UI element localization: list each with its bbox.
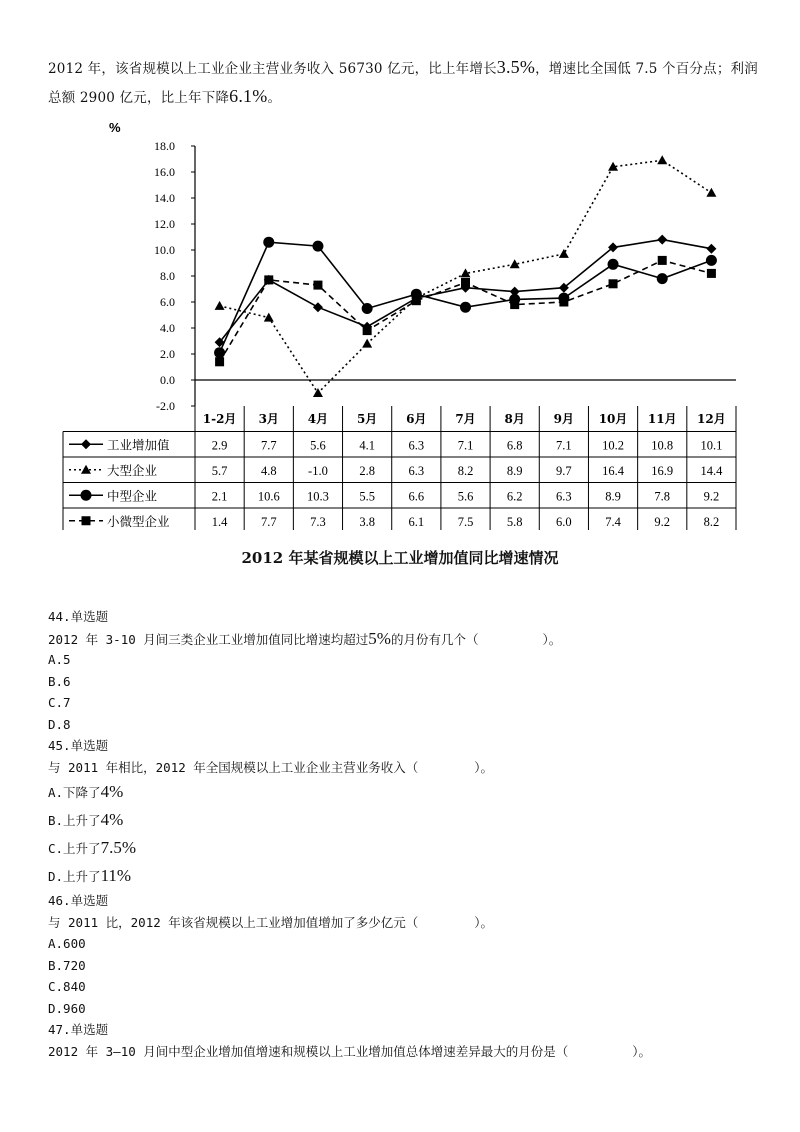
data-point-small-micro-enterprise [707, 269, 716, 278]
data-point-small-micro-enterprise [461, 278, 470, 287]
intro-text-2: ，增速比全国低 7.5 个百分点；利润 [535, 61, 758, 77]
table-cell-small-micro-enterprise: 7.5 [457, 514, 474, 529]
x-category-label: 6月 [406, 412, 427, 426]
q44-option-a[interactable]: A.5 [48, 652, 71, 667]
q45-option-a[interactable] [48, 778, 760, 806]
table-cell-industry-total: 10.8 [651, 438, 674, 453]
q45-stem-end: ）。 [474, 759, 494, 775]
q44-stem-text: 2012 年 3-10 月间三类企业工业增加值同比增速均超过 [48, 631, 369, 647]
q44-stem-text-b: 的月份有几个（ [390, 631, 479, 647]
q47-stem-text: 2012 年 3—10 月间中型企业增加值增速和规模以上工业增加值总体增速差异最大的月份是（ [48, 1043, 569, 1059]
q46-option-c[interactable]: C.840 [48, 979, 86, 994]
x-category-label: 11月 [647, 412, 677, 426]
table-cell-medium-enterprise: 5.5 [359, 489, 375, 504]
data-point-large-enterprise [559, 249, 569, 258]
y-tick-label: 12.0 [154, 217, 175, 231]
table-cell-medium-enterprise: 10.3 [307, 489, 329, 504]
table-cell-medium-enterprise: 6.2 [506, 489, 523, 504]
x-category-label: 10月 [598, 412, 628, 426]
q45-stem [48, 757, 760, 779]
table-cell-medium-enterprise: 8.9 [605, 489, 621, 504]
table-cell-large-enterprise: 9.7 [556, 463, 572, 478]
y-axis-label: % [109, 120, 121, 135]
table-cell-small-micro-enterprise: 5.8 [506, 514, 523, 529]
table-cell-small-micro-enterprise: 6.1 [408, 514, 425, 529]
q47-stem [48, 1041, 760, 1063]
data-point-large-enterprise [706, 188, 716, 197]
table-cell-small-micro-enterprise: 6.0 [556, 514, 572, 529]
data-point-small-micro-enterprise [559, 298, 568, 307]
table-cell-medium-enterprise: 6.3 [556, 489, 572, 504]
growth-line-chart [0, 110, 800, 530]
q45-option-d-pct: 11% [100, 866, 132, 885]
table-cell-small-micro-enterprise: 8.2 [703, 514, 720, 529]
intro-text-3: 总额 2900 亿元，比上年下降 [48, 90, 230, 106]
data-point-medium-enterprise [460, 302, 471, 313]
y-tick-label: 4.0 [160, 321, 175, 335]
x-category-label: 1-2月 [202, 412, 237, 426]
y-tick-label: 6.0 [160, 295, 175, 309]
q46-stem-end: ）。 [474, 914, 494, 930]
intro-pct-decline: 6.1% [229, 86, 268, 106]
q45-option-b[interactable] [48, 806, 760, 834]
legend-marker-industry-total [81, 439, 91, 449]
intro-text-1: 2012 年，该省规模以上工业企业主营业务收入 56730 亿元，比上年增长 [48, 61, 497, 77]
table-cell-large-enterprise: 16.4 [602, 463, 624, 478]
data-point-small-micro-enterprise [510, 300, 519, 309]
intro-line-2 [48, 83, 760, 112]
data-point-small-micro-enterprise [264, 275, 273, 284]
data-point-medium-enterprise [657, 273, 668, 284]
legend-label-large-enterprise: 大型企业 [107, 462, 158, 478]
legend-marker-medium-enterprise [81, 490, 92, 501]
data-point-medium-enterprise [706, 255, 717, 266]
table-cell-industry-total: 7.1 [556, 438, 572, 453]
data-point-small-micro-enterprise [658, 256, 667, 265]
legend-marker-small-micro-enterprise [82, 516, 91, 525]
data-point-medium-enterprise [608, 259, 619, 270]
q45-option-c[interactable] [48, 834, 760, 862]
data-point-industry-total [313, 302, 323, 312]
data-point-medium-enterprise [214, 347, 225, 358]
q45-option-a-pct: 4% [100, 782, 124, 801]
q45-option-b-pct: 4% [100, 810, 124, 829]
q44-stem-end: ）。 [542, 631, 562, 647]
table-cell-large-enterprise: 8.2 [457, 463, 474, 478]
intro-text-4: 。 [267, 90, 282, 106]
data-point-large-enterprise [657, 155, 667, 164]
table-cell-large-enterprise: 4.8 [260, 463, 277, 478]
table-cell-small-micro-enterprise: 1.4 [211, 514, 228, 529]
table-cell-industry-total: 7.1 [457, 438, 474, 453]
table-cell-industry-total: 6.3 [408, 438, 425, 453]
table-cell-industry-total: 7.7 [260, 438, 277, 453]
data-point-small-micro-enterprise [215, 357, 224, 366]
table-cell-industry-total: 5.6 [310, 438, 326, 453]
chart-title: 2012 年某省规模以上工业增加值同比增速情况 [241, 549, 559, 567]
q45-number: 45.单选题 [48, 738, 109, 753]
data-point-medium-enterprise [263, 237, 274, 248]
data-point-industry-total [706, 244, 716, 254]
q45-option-c-text: C.上升了 [48, 841, 101, 856]
table-cell-small-micro-enterprise: 7.7 [260, 514, 277, 529]
y-tick-label: 14.0 [154, 191, 175, 205]
table-cell-small-micro-enterprise: 7.4 [605, 514, 621, 529]
table-cell-medium-enterprise: 5.6 [457, 489, 474, 504]
table-cell-medium-enterprise: 6.6 [408, 489, 425, 504]
q45-option-c-pct: 7.5% [100, 838, 136, 857]
table-cell-industry-total: 4.1 [359, 438, 375, 453]
table-cell-medium-enterprise: 9.2 [703, 489, 720, 504]
q44-option-d[interactable]: D.8 [48, 716, 71, 732]
x-category-label: 5月 [356, 412, 378, 426]
q45-option-a-text: A.下降了 [48, 785, 101, 800]
data-point-medium-enterprise [362, 303, 373, 314]
legend-label-medium-enterprise: 中型企业 [107, 488, 158, 504]
table-cell-large-enterprise: 8.9 [506, 463, 523, 478]
y-tick-label: 16.0 [154, 165, 175, 179]
table-cell-small-micro-enterprise: 7.3 [310, 514, 326, 529]
legend-label-industry-total: 工业增加值 [107, 437, 170, 453]
x-category-label: 7月 [455, 412, 476, 426]
intro-pct-growth: 3.5% [496, 57, 536, 77]
q45-option-b-text: B.上升了 [48, 813, 101, 828]
questions-section [48, 606, 760, 1062]
x-category-label: 4月 [307, 412, 329, 426]
series-line-medium-enterprise [220, 242, 712, 353]
q44-number: 44.单选题 [48, 609, 109, 624]
q44-option-b[interactable]: B.6 [48, 673, 71, 689]
intro-paragraph [48, 54, 760, 112]
q47-stem-end: ）。 [632, 1043, 652, 1059]
q46-option-d[interactable]: D.960 [48, 1000, 86, 1016]
table-cell-small-micro-enterprise: 9.2 [654, 514, 671, 529]
q46-number: 46.单选题 [48, 893, 109, 908]
y-tick-label: 0.0 [160, 373, 175, 387]
table-cell-large-enterprise: 14.4 [700, 463, 723, 478]
q44-stem-pct: 5% [368, 628, 391, 648]
data-point-small-micro-enterprise [313, 281, 322, 290]
legend-label-small-micro-enterprise: 小微型企业 [107, 513, 170, 529]
q45-option-d[interactable] [48, 862, 760, 890]
table-cell-large-enterprise: 6.3 [408, 463, 425, 478]
x-category-label: 12月 [697, 412, 726, 426]
table-cell-medium-enterprise: 2.1 [211, 489, 228, 504]
q45-option-d-text: D.上升了 [48, 869, 101, 884]
data-point-small-micro-enterprise [412, 296, 421, 305]
data-point-large-enterprise [264, 313, 274, 322]
table-cell-large-enterprise: 2.8 [359, 463, 375, 478]
data-point-industry-total [657, 235, 667, 245]
q46-option-b[interactable]: B.720 [48, 957, 86, 973]
y-tick-label: 8.0 [160, 269, 175, 283]
table-cell-industry-total: 2.9 [211, 438, 228, 453]
data-point-large-enterprise [215, 301, 225, 310]
table-cell-large-enterprise: 5.7 [211, 463, 228, 478]
x-category-label: 8月 [504, 412, 525, 426]
y-tick-label: 10.0 [154, 243, 175, 257]
table-cell-industry-total: 10.2 [602, 438, 624, 453]
q44-option-c[interactable]: C.7 [48, 695, 71, 710]
data-point-small-micro-enterprise [609, 279, 618, 288]
q45-stem-text: 与 2011 年相比，2012 年全国规模以上工业企业主营业务收入（ [48, 759, 419, 775]
table-cell-medium-enterprise: 10.6 [257, 489, 280, 504]
y-tick-label: 18.0 [154, 139, 175, 153]
x-category-label: 9月 [553, 412, 575, 426]
q46-stem-text: 与 2011 比，2012 年该省规模以上工业增加值增加了多少亿元（ [48, 914, 419, 930]
q46-option-a[interactable]: A.600 [48, 936, 86, 951]
table-cell-large-enterprise: 16.9 [651, 463, 674, 478]
data-point-medium-enterprise [312, 241, 323, 252]
intro-line-1 [48, 54, 760, 83]
q47-number: 47.单选题 [48, 1022, 109, 1037]
data-point-small-micro-enterprise [363, 326, 372, 335]
table-cell-medium-enterprise: 7.8 [654, 489, 671, 504]
table-cell-small-micro-enterprise: 3.8 [359, 514, 375, 529]
table-cell-large-enterprise: -1.0 [308, 463, 328, 478]
x-category-label: 3月 [258, 412, 279, 426]
table-cell-industry-total: 10.1 [700, 438, 723, 453]
q46-stem [48, 912, 760, 934]
table-cell-industry-total: 6.8 [506, 438, 523, 453]
y-tick-label: 2.0 [160, 347, 175, 361]
q44-stem [48, 628, 760, 650]
y-tick-label: -2.0 [156, 399, 175, 413]
